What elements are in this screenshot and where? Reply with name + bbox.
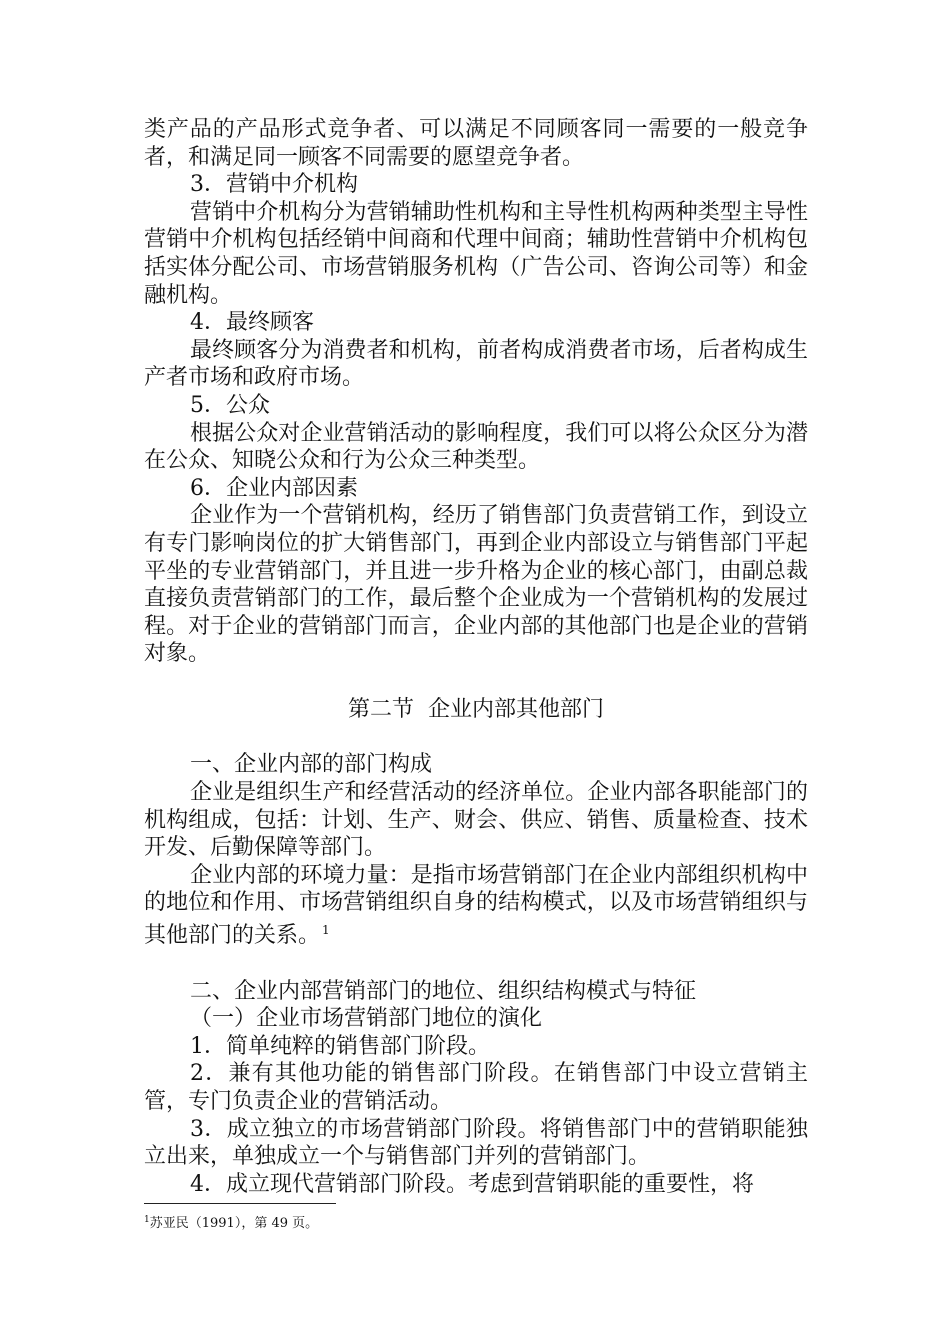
footnote-text: 苏亚民（1991），第 49 页。 (149, 1216, 319, 1231)
subheading-internal-factors: 6．企业内部因素 (190, 475, 358, 501)
body-text (144, 116, 808, 1198)
footnote-divider (144, 1203, 336, 1204)
list-item: 4．成立现代营销部门阶段。考虑到营销职能的重要性，将 (190, 1171, 754, 1197)
footnote-reference[interactable]: 1 (322, 923, 330, 938)
paragraph: 企业作为一个营销机构，经历了销售部门负责营销工作，到设立有专门影响岗位的扩大销售部门，再到企业内部设立与销售部门平起平坐的专业营销部门，并且进一步升格为企业的核心部门，由副总裁直接负责营销部门的工作，最后整个企业成为一个营销机构的发展过程。对于企业的营销部门而言，企业内部的其他部门也是企业的营销对象。 (144, 503, 808, 667)
paragraph: 企业是组织生产和经营活动的经济单位。企业内部各职能部门的机构组成，包括：计划、生产、财会、供应、销售、质量检查、技术开发、后勤保障等部门。 (144, 780, 808, 861)
paragraph-text: 企业内部的环境力量：是指市场营销部门在企业内部组织机构中的地位和作用、市场营销组织自身的结构模式，以及市场营销组织与其他部门的关系。 (144, 862, 808, 949)
paragraph: 根据公众对企业营销活动的影响程度，我们可以将公众区分为潜在公众、知晓公众和行为公众三种类型。 (144, 420, 808, 474)
paragraph: 类产品的产品形式竞争者、可以满足不同顾客同一需要的一般竞争者，和满足同一顾客不同需要的愿望竞争者。 (144, 117, 808, 170)
subheading-final-customers: 4．最终顾客 (190, 310, 314, 336)
subheading-marketing-intermediaries: 3．营销中介机构 (190, 172, 358, 198)
subheading-public: 5．公众 (190, 392, 270, 418)
subheading-marketing-department-status: 二、企业内部营销部门的地位、组织结构模式与特征 (190, 978, 697, 1004)
paragraph: 营销中介机构分为营销辅助性机构和主导性机构两种类型主导性营销中介机构包括经销中间商和代理中间商；辅助性营销中介机构包括实体分配公司、市场营销服务机构（广告公司、咨询公司等）和金融机构。 (144, 199, 808, 308)
subheading-department-composition: 一、企业内部的部门构成 (190, 752, 433, 778)
list-item: 1．简单纯粹的销售部门阶段。 (190, 1033, 490, 1059)
paragraph-with-footnote (144, 862, 808, 950)
footnote (144, 1211, 808, 1233)
list-item: 2．兼有其他功能的销售部门阶段。在销售部门中设立营销主管，专门负责企业的营销活动。 (144, 1061, 808, 1114)
subheading-evolution: （一）企业市场营销部门地位的演化 (190, 1006, 543, 1032)
section-heading: 第二节 企业内部其他部门 (348, 696, 604, 722)
paragraph: 最终顾客分为消费者和机构，前者构成消费者市场，后者构成生产者市场和政府市场。 (144, 337, 808, 391)
footnote-mark: 1 (144, 1215, 150, 1225)
list-item: 3．成立独立的市场营销部门阶段。将销售部门中的营销职能独立出来，单独成立一个与销售部门并列的营销部门。 (144, 1116, 808, 1170)
